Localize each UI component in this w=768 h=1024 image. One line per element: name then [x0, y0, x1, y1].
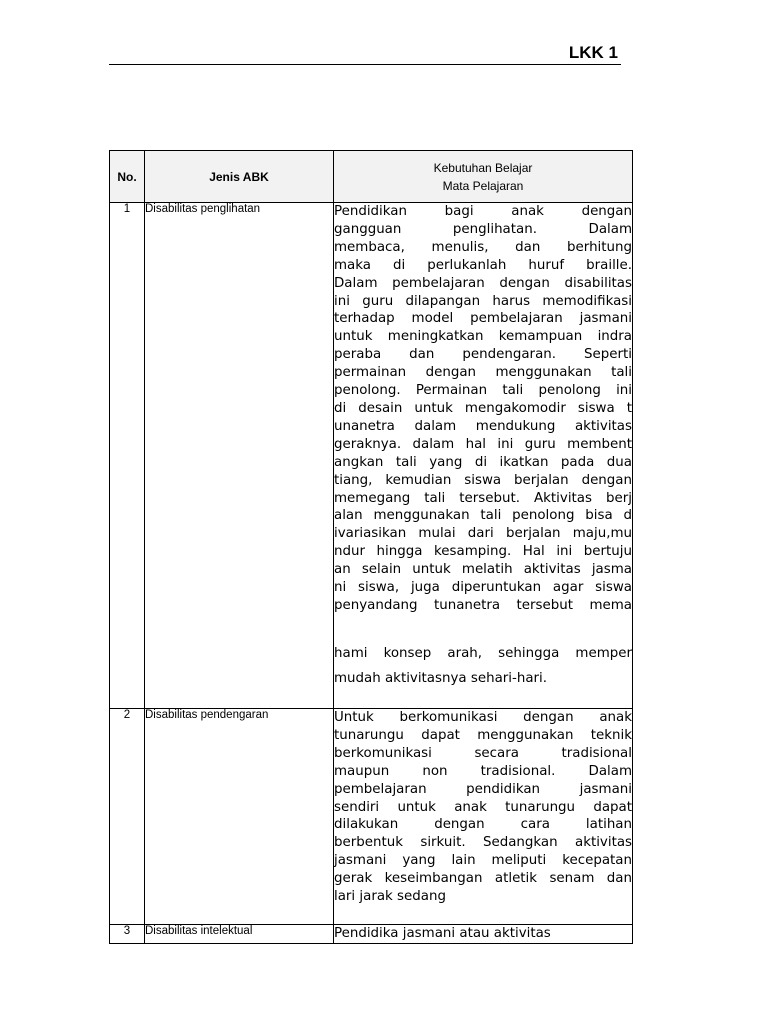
desc-lines	[334, 203, 632, 615]
row-jenis-abk: Disabilitas pendengaran	[145, 709, 334, 925]
row-jenis-abk: Disabilitas penglihatan	[145, 203, 334, 709]
desc-line: mudah aktivitasnya sehari-hari.	[334, 670, 548, 686]
desc-line: pembelajaran pendidikan jasmani	[334, 781, 632, 797]
desc-line: berbentuk sirkuit. Sedangkan aktivitas	[334, 835, 632, 851]
desc-line: Untuk berkomunikasi dengan anak	[334, 710, 632, 725]
desc-gap	[334, 615, 632, 641]
desc-line: terhadap model pembelajaran jasmani	[334, 311, 632, 327]
desc-line: permainan dengan menggunakan tali	[334, 365, 632, 381]
desc-line: Dalam pembelajaran dengan disabilitas	[334, 275, 632, 291]
desc-line: hami konsep arah, sehingga memper	[334, 645, 632, 661]
header-jenis-abk: Jenis ABK	[145, 151, 334, 203]
desc-line: penyandang tunanetra tersebut mema	[334, 597, 632, 613]
desc-line: tiang, kemudian siswa berjalan dengan	[334, 472, 632, 488]
row-description	[334, 709, 633, 925]
desc-line: berkomunikasi secara tradisional	[334, 745, 632, 761]
row-number: 2	[110, 709, 145, 925]
desc-line: penolong. Permainan tali penolong ini	[334, 383, 632, 399]
table-row	[110, 925, 633, 944]
table-header-row	[110, 151, 633, 203]
desc-line: memegang tali tersebut. Aktivitas berj	[334, 490, 632, 506]
desc-line: untuk meningkatkan kemampuan indra	[334, 329, 632, 345]
desc-line: membaca, menulis, dan berhitung	[334, 239, 632, 255]
header-no: No.	[110, 151, 145, 203]
desc-line: alan menggunakan tali penolong bisa d	[334, 508, 632, 524]
desc-line: tunarungu dapat menggunakan teknik	[334, 727, 632, 743]
desc-lines-after-gap	[334, 641, 632, 691]
header-kebutuhan-line2: Mata Pelajaran	[442, 178, 524, 193]
row-description	[334, 203, 633, 709]
desc-line: gangguan penglihatan. Dalam	[334, 221, 632, 237]
desc-line: ni siswa, juga diperuntukan agar siswa	[334, 580, 632, 596]
desc-line: maka di perlukanlah huruf braille.	[334, 257, 632, 273]
desc-line: jasmani yang lain meliputi kecepatan	[334, 853, 632, 869]
desc-lines	[334, 925, 632, 943]
desc-lines	[334, 709, 632, 906]
row-number: 1	[110, 203, 145, 709]
table-row	[110, 709, 633, 925]
row-jenis-abk: Disabilitas intelektual	[145, 925, 334, 944]
header-kebutuhan-belajar	[334, 151, 633, 203]
desc-line: sendiri untuk anak tunarungu dapat	[334, 799, 632, 815]
desc-line: an selain untuk melatih aktivitas jasma	[334, 562, 632, 578]
desc-line: ini guru dilapangan harus memodifikasi	[334, 293, 632, 309]
row-number: 3	[110, 925, 145, 944]
row-description	[334, 925, 633, 944]
desc-line: Pendidika jasmani atau aktivitas	[334, 926, 551, 941]
desc-line: Pendidikan bagi anak dengan	[334, 204, 632, 219]
desc-line: unanetra dalam mendukung aktivitas	[334, 418, 632, 434]
desc-line: ndur hingga kesamping. Hal ini bertuju	[334, 544, 632, 560]
desc-line: dilakukan dengan cara latihan	[334, 817, 632, 833]
desc-line: maupun non tradisional. Dalam	[334, 763, 632, 779]
abk-table	[109, 150, 633, 944]
header-kebutuhan-line1: Kebutuhan Belajar	[433, 160, 533, 175]
header-divider	[109, 64, 621, 65]
desc-line: peraba dan pendengaran. Seperti	[334, 347, 632, 363]
desc-line: geraknya. dalam hal ini guru membent	[334, 436, 632, 452]
desc-line: angkan tali yang di ikatkan pada dua	[334, 454, 632, 470]
desc-line: ivariasikan mulai dari berjalan maju,mu	[334, 526, 632, 542]
desc-line: di desain untuk mengakomodir siswa t	[334, 400, 632, 416]
desc-line: lari jarak sedang	[334, 889, 446, 905]
table-row	[110, 203, 633, 709]
page-title: LKK 1	[568, 43, 618, 62]
desc-line: gerak keseimbangan atletik senam dan	[334, 871, 632, 887]
